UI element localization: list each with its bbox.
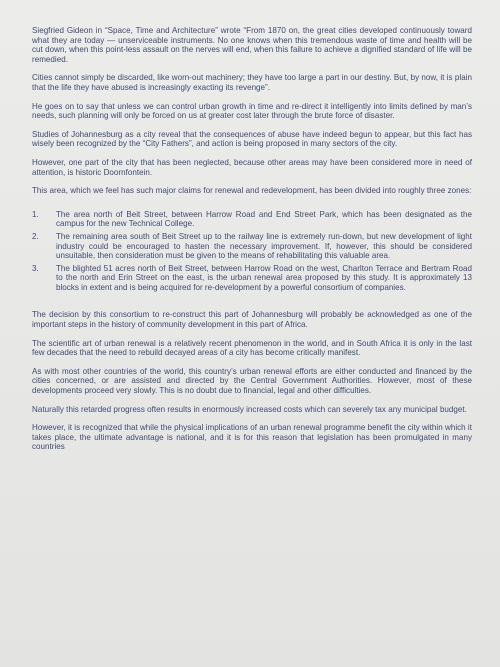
paragraph-johannesburg-studies: Studies of Johannesburg as a city reveal that the consequences of abuse have indeed begun to appear, but this fact has wisely been recognized by the “City Fathers”, and action is being proposed in many sectors of the city.	[32, 129, 472, 149]
zone-item-2	[32, 232, 472, 261]
zone-text: The remaining area south of Beit Street up to the railway line is extremely run-down, but new development of light industry could be encouraged to hasten the necessary improvement. If, however, this should be considered unsuitable, then consideration must be given to the means of rehabilitating this valuable area.	[56, 231, 472, 261]
zone-number: 1.	[32, 209, 39, 219]
paragraph-urban-renewal-art: The scientific art of urban renewal is a relatively recent phenomenon in the world, and in South Africa it is only in the last few decades that the need to rebuild decayed areas of a city has become critically manifest.	[32, 338, 472, 358]
paragraph-doornfontein: However, one part of the city that has been neglected, because other areas may have been considered more in need of attention, is historic Doornfontein.	[32, 157, 472, 177]
paragraph-government-efforts: As with most other countries of the world, this country’s urban renewal efforts are either conducted and financed by the cities concerned, or are assisted and directed by the Central Government Authorities. However, most of these developments proceed very slowly. This is no doubt due to financial, legal and other difficulties.	[32, 366, 472, 396]
paragraph-three-zones-intro: This area, which we feel has such major claims for renewal and redevelopment, has been divided into roughly three zones:	[32, 186, 472, 196]
paragraph-cities-revenge: Cities cannot simply be discarded, like worn-out machinery; they have too large a part in our destiny. But, by now, it is plain that the life they have abused is increasingly exacting its revenge”.	[32, 73, 472, 92]
paragraph-consortium-decision: The decision by this consortium to re-construct this part of Johannesburg will probably be acknowledged as one of the important steps in the history of community development in this part of Africa.	[32, 310, 472, 330]
paragraph-gideon-quote: Siegfried Gideon in “Space, Time and Architecture” wrote “From 1870 on, the great cities developed continuously toward what they are today — unserviceable instruments. No one knows when this tremendous waste of time and health will be cut down, when this point-less assault on the nerves will end, when this failure to achieve a dignified standard of life will be remedied.	[32, 26, 472, 64]
paragraph-urban-growth: He goes on to say that unless we can control urban growth in time and re-direct it intelligently into limits defined by man’s needs, such planning will only be forced on us at greater cost later through the brute force of disaster.	[32, 101, 472, 121]
zone-item-1	[32, 210, 472, 229]
zone-item-3	[32, 264, 472, 293]
zone-text: The blighted 51 acres north of Beit Street, between Harrow Road on the west, Charlton Terrace and Bertram Road to the north and Erin Street on the east, is the urban renewal area proposed by this study. It is approximately 13 blocks in extent and is being acquired for re-development by a powerful consortium of companies.	[56, 263, 472, 292]
paragraph-retarded-progress: Naturally this retarded progress often results in enormously increased costs which can severely tax any municipal budget.	[32, 404, 467, 414]
zone-number: 3.	[32, 263, 39, 273]
zone-number: 2.	[32, 231, 39, 241]
zones-list	[32, 210, 472, 293]
zone-text: The area north of Beit Street, between Harrow Road and End Street Park, which has been designated as the campus for the new Technical College.	[56, 209, 472, 229]
paragraph-national-advantage: However, it is recognized that while the physical implications of an urban renewal programme benefit the city within which it takes place, the ultimate advantage is national, and it is for this reason that legislation has been promulgated in many countries	[32, 423, 472, 452]
